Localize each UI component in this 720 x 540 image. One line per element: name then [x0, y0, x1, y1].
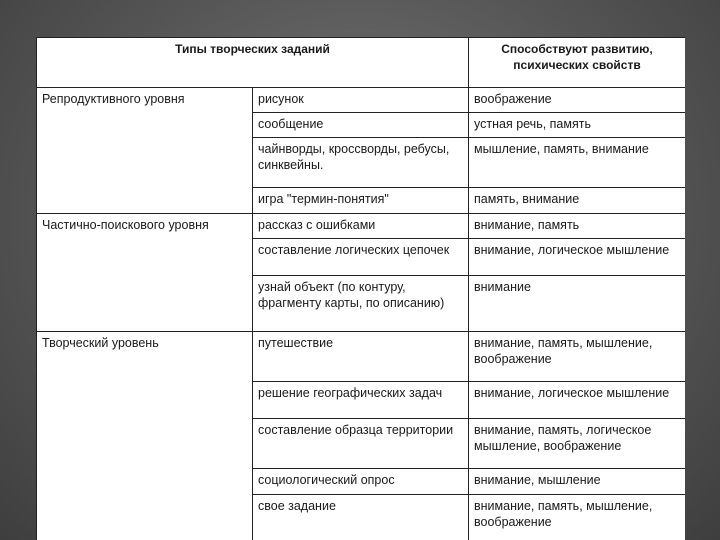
table-row [37, 332, 686, 382]
table-row [37, 214, 686, 239]
develops-cell: внимание, логическое мышление [469, 382, 685, 419]
level-cell: Творческий уровень [37, 332, 253, 540]
level-cell: Репродуктивного уровня [37, 88, 253, 214]
header-develops-line1: Способствуют развитию, [501, 42, 653, 56]
task-cell: составление логических цепочек [253, 239, 469, 276]
task-cell: составление образца территории [253, 419, 469, 469]
develops-cell: внимание [469, 276, 685, 332]
develops-cell: внимание, мышление [469, 469, 685, 495]
develops-cell: устная речь, память [469, 113, 685, 138]
task-cell: сообщение [253, 113, 469, 138]
develops-cell: мышление, память, внимание [469, 138, 685, 188]
task-cell: чайнворды, кроссворды, ребусы, синквейны. [253, 138, 469, 188]
task-cell: свое задание [253, 495, 469, 540]
task-cell: социологический опрос [253, 469, 469, 495]
header-row [37, 38, 686, 88]
header-task-types-label: Типы творческих заданий [175, 42, 330, 56]
task-cell: игра "термин-понятия" [253, 188, 469, 214]
develops-cell: внимание, память, мышление, воображение [469, 495, 685, 540]
table-row [37, 88, 686, 113]
task-cell: рисунок [253, 88, 469, 113]
task-cell: рассказ с ошибками [253, 214, 469, 239]
develops-cell: память, внимание [469, 188, 685, 214]
develops-cell: внимание, логическое мышление [469, 239, 685, 276]
develops-cell: внимание, память, логическое мышление, воображение [469, 419, 685, 469]
develops-cell: внимание, память [469, 214, 685, 239]
slide-sheet [36, 37, 685, 540]
header-develops [469, 38, 685, 88]
task-cell: узнай объект (по контуру, фрагменту карты, по описанию) [253, 276, 469, 332]
task-cell: решение географических задач [253, 382, 469, 419]
creative-tasks-table [36, 37, 685, 540]
develops-cell: воображение [469, 88, 685, 113]
develops-cell: внимание, память, мышление, воображение [469, 332, 685, 382]
header-develops-line2: психических свойств [513, 58, 641, 72]
task-cell: путешествие [253, 332, 469, 382]
level-cell: Частично-поискового уровня [37, 214, 253, 332]
header-task-types [37, 38, 469, 88]
